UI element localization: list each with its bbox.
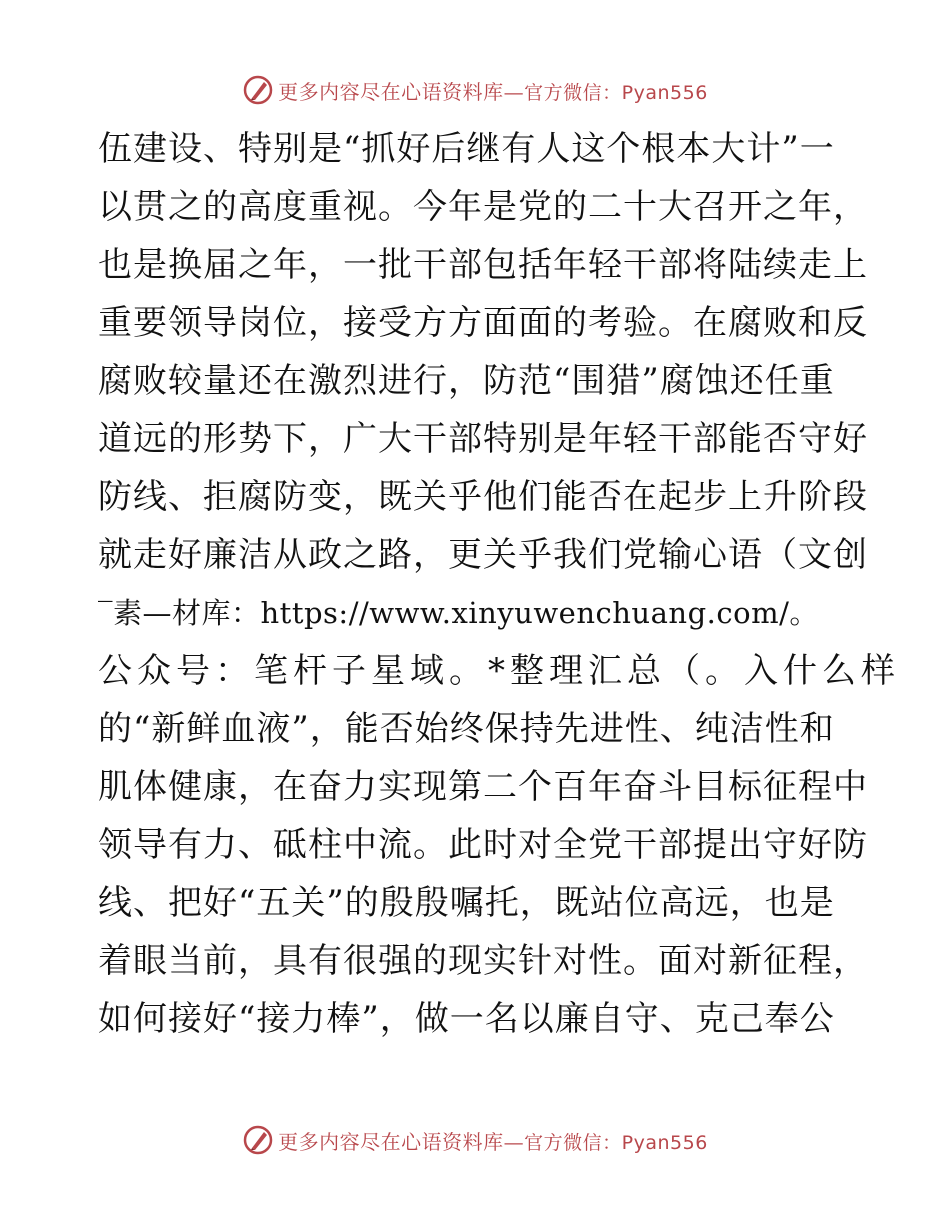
body-line: 防线、拒腐防变，既关乎他们能否在起步上升阶段	[98, 477, 868, 517]
body-line: 重要领导岗位，接受方方面面的考验。在腐败和反	[98, 303, 868, 343]
header-banner	[0, 70, 950, 110]
header-wechat-text: 官方微信：Pyan556	[524, 81, 708, 104]
pen-logo-icon	[242, 1124, 274, 1156]
body-line: 如何接好“接力棒”，做一名以廉自守、克己奉公	[98, 999, 835, 1039]
body-line: 着眼当前，具有很强的现实针对性。面对新征程，	[98, 941, 868, 981]
body-line: 以贯之的高度重视。今年是党的二十大召开之年，	[98, 187, 868, 227]
body-line: 也是换届之年，一批干部包括年轻干部将陆续走上	[98, 245, 868, 285]
body-line: 就走好廉洁从政之路，更关乎我们党输心语（文创	[98, 535, 868, 575]
body-line: 伍建设、特别是“抓好后继有人这个根本大计”一	[98, 129, 835, 169]
body-line: 道远的形势下，广大干部特别是年轻干部能否守好	[98, 419, 868, 459]
body-line: 的“新鲜血液”，能否始终保持先进性、纯洁性和	[98, 709, 835, 749]
footer-wechat-text: 官方微信：Pyan556	[524, 1131, 708, 1154]
body-line: 肌体健康，在奋力实现第二个百年奋斗目标征程中	[98, 767, 868, 807]
body-line: 腐败较量还在激烈进行，防范“围猎”腐蚀还任重	[98, 361, 835, 401]
body-line-url: ‾素—材库：https://www.xinyuwenchuang.com/。	[98, 596, 819, 630]
body-line: 线、把好“五关”的殷殷嘱托，既站位高远，也是	[98, 883, 835, 923]
header-site-text: 更多内容尽在心语资料库—	[278, 79, 525, 104]
footer-site-text: 更多内容尽在心语资料库—	[278, 1129, 525, 1154]
body-line: 公众号：笔杆子星域。*整理汇总（。入什么样	[98, 651, 900, 691]
document-body	[98, 120, 900, 1048]
footer-banner	[0, 1120, 950, 1160]
body-line: 领导有力、砥柱中流。此时对全党干部提出守好防	[98, 825, 868, 865]
pen-logo-icon	[242, 74, 274, 106]
